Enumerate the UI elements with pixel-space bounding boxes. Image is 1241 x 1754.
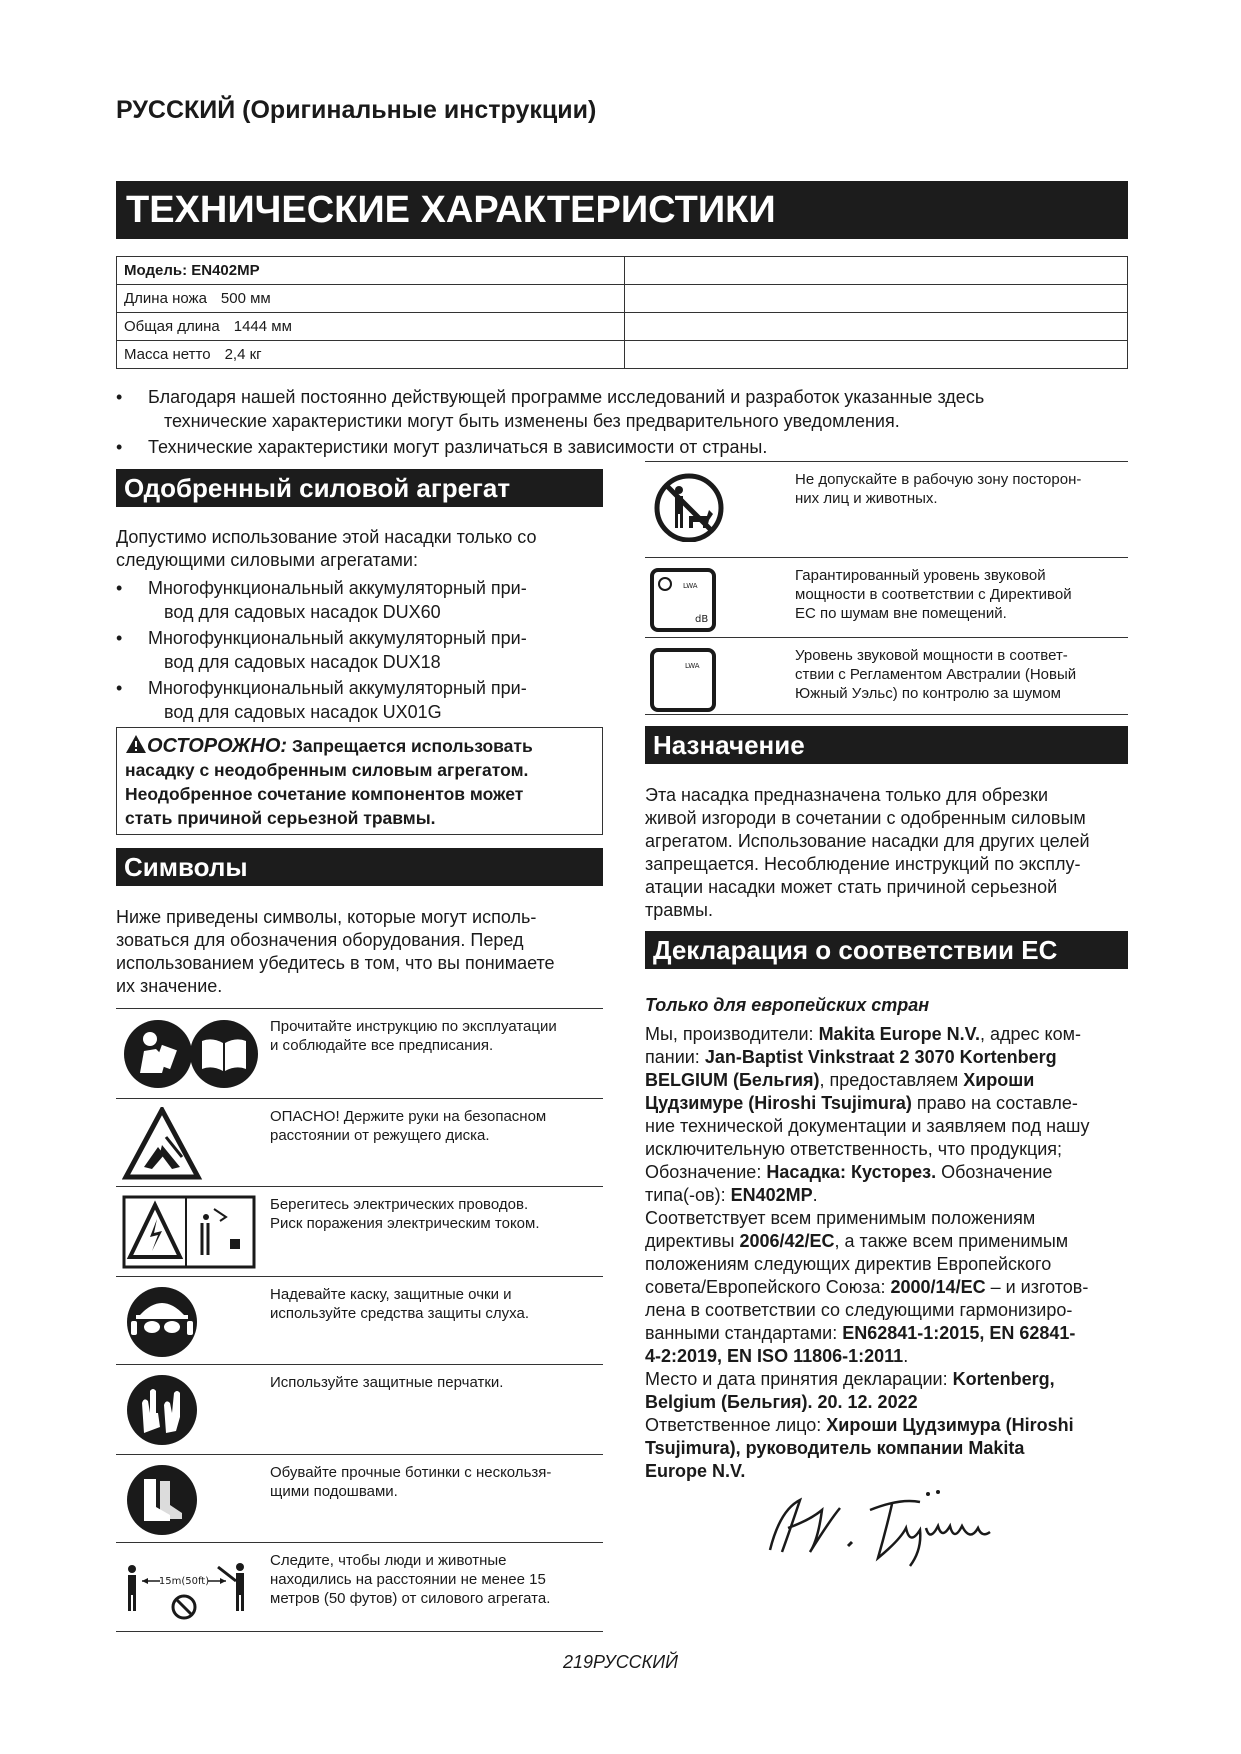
symbol-description: Прочитайте инструкцию по эксплуатации и соблюдайте все предписания.	[270, 1018, 557, 1054]
spec-cell	[117, 285, 625, 313]
symbol-description: Берегитесь электрических проводов. Риск поражения электрическим током.	[270, 1196, 540, 1232]
spec-label: Общая длина	[124, 318, 220, 335]
purpose-section-title: Назначение	[645, 726, 1128, 764]
list-item: • Многофункциональный аккумуляторный при- вод для садовых насадок UX01G	[116, 678, 527, 722]
symbol-row	[116, 1364, 603, 1455]
spec-note: • Благодаря нашей постоянно действующей программе исследований и разработок указанные здесь технические характеристики могут быть изменены без предварительного уведомления.	[116, 387, 985, 431]
symbol-description: Обувайте прочные ботинки с нескользя- щими подошвами.	[270, 1464, 552, 1500]
symbols-intro: Ниже приведены символы, которые могут исполь- зоваться для обозначения оборудования. Перед использованием убедитесь в том, что вы понимаете их значение.	[116, 907, 555, 996]
distance-label: 15m(50ft)	[158, 1576, 210, 1587]
db-mark: dB	[695, 614, 709, 625]
approved-intro: Допустимо использование этой насадки только со следующими силовыми агрегатами:	[116, 527, 537, 570]
symbol-description: Следите, чтобы люди и животные находились на расстоянии не менее 15 метров (50 футов) от силового агрегата.	[270, 1552, 551, 1607]
symbol-description: ОПАСНО! Держите руки на безопасном расстоянии от режущего диска.	[270, 1108, 547, 1144]
spec-label: Масса нетто	[124, 346, 211, 363]
symbol-row	[116, 1542, 603, 1632]
table-row	[117, 341, 1128, 369]
symbol-description: Уровень звуковой мощности в соответ- ствии с Регламентом Австралии (Новый Южный Уэльс) по контролю за шумом	[795, 647, 1077, 702]
warning-label: ОСТОРОЖНО:	[147, 735, 288, 757]
sound-power-eu-icon	[649, 566, 729, 638]
gloves-icon	[122, 1373, 258, 1447]
spec-value: 2,4 кг	[224, 346, 262, 363]
declaration-text: Только для европейских стран Мы, производители: Makita Europe N.V., адрес ком- пании: Jan-Baptist Vinkstraat 2 3070 Kortenberg BELGIUM (Бельгия), предоставляем Хироши Цудзимуре (Hiroshi Tsujimura) право на составле- ние технической документации и заявляем под нашу исключительную ответственность, что продукция; Обозначение: Насадка: Кусторез. Обозначение типа(-ов): EN402MP. Соответствует всем применимым положениям директивы 2006/42/EC, а также всем применимым положениям следующих директив Европейского совета/Европейского Союза: 2000/14/EC – и изготов- лена в соответствии со следующими гармонизиро- ванными стандартами: EN62841-1:2015, EN 62841- 4-2:2019, EN ISO 11806-1:2011. Место и дата принятия декларации: Kortenberg, Belgium (Бельгия). 20. 12. 2022 Ответственное лицо: Хироши Цудзимура (Hiroshi Tsujimura), руководитель компании Makita Europe N.V.	[645, 994, 1135, 1483]
symbol-description: Используйте защитные перчатки.	[270, 1374, 504, 1391]
symbol-row	[645, 461, 1128, 558]
cutting-danger-icon	[122, 1107, 258, 1181]
symbol-row	[116, 1186, 603, 1277]
lwa-label: LWA	[683, 582, 698, 590]
empty-cell	[625, 257, 1128, 285]
symbol-description: Надевайте каску, защитные очки и используйте средства защиты слуха.	[270, 1286, 530, 1322]
spec-cell	[117, 313, 625, 341]
list-item: • Многофункциональный аккумуляторный при- вод для садовых насадок DUX18	[116, 628, 527, 672]
symbol-row	[116, 1098, 603, 1187]
symbol-row	[116, 1454, 603, 1543]
specs-title: ТЕХНИЧЕСКИЕ ХАРАКТЕРИСТИКИ	[116, 181, 1128, 239]
no-bystanders-icon	[649, 470, 729, 542]
symbol-row	[645, 637, 1128, 715]
language-title: РУССКИЙ (Оригинальные инструкции)	[116, 96, 597, 124]
symbol-description: Не допускайте в рабочую зону посторон- них лиц и животных.	[795, 471, 1082, 507]
symbol-description: Гарантированный уровень звуковой мощности в соответствии с Директивой ЕС по шумам вне помещений.	[795, 567, 1072, 622]
electric-wire-icon	[122, 1195, 258, 1269]
symbol-row	[645, 557, 1128, 638]
sound-power-au-icon	[649, 646, 729, 718]
approved-section-title: Одобренный силовой агрегат	[116, 469, 603, 507]
declaration-section-title: Декларация о соответствии ЕС	[645, 931, 1128, 969]
read-manual-icon	[122, 1017, 258, 1091]
lwa-label: LWA	[685, 662, 700, 670]
symbol-row	[116, 1276, 603, 1365]
safety-boots-icon	[122, 1463, 258, 1537]
keep-distance-icon	[122, 1551, 258, 1625]
warning-box: ОСТОРОЖНО: Запрещается использовать насадку с неодобренным силовым агрегатом. Неодобренное сочетание компонентов может стать причиной серьезной травмы.	[116, 727, 603, 835]
empty-cell	[625, 285, 1128, 313]
spec-value: 500 мм	[220, 290, 271, 307]
declaration-subtitle: Только для европейских стран	[645, 995, 930, 1015]
spec-label: Длина ножа	[124, 290, 207, 307]
symbols-section-title: Символы	[116, 848, 603, 886]
spec-value: 1444 мм	[233, 318, 292, 335]
empty-cell	[625, 313, 1128, 341]
helmet-goggles-ear-protection-icon	[122, 1285, 258, 1359]
list-item: • Многофункциональный аккумуляторный при- вод для садовых насадок DUX60	[116, 578, 527, 622]
signature-image	[760, 1480, 1020, 1570]
table-row	[117, 285, 1128, 313]
table-row	[117, 313, 1128, 341]
model-cell: Модель: EN402MP	[117, 257, 625, 285]
purpose-text: Эта насадка предназначена только для обрезки живой изгороди в сочетании с одобренным силовым агрегатом. Использование насадки для других целей запрещается. Несоблюдение инструкций по эксплу- атации насадки может стать причиной серьезной травмы.	[645, 785, 1090, 920]
page-number: 219РУССКИЙ	[562, 1652, 679, 1672]
specs-table	[116, 256, 1128, 369]
table-row	[117, 257, 1128, 285]
spec-note: • Технические характеристики могут различаться в зависимости от страны.	[116, 437, 768, 457]
symbol-row	[116, 1008, 603, 1099]
empty-cell	[625, 341, 1128, 369]
warning-icon	[125, 734, 147, 754]
spec-cell	[117, 341, 625, 369]
